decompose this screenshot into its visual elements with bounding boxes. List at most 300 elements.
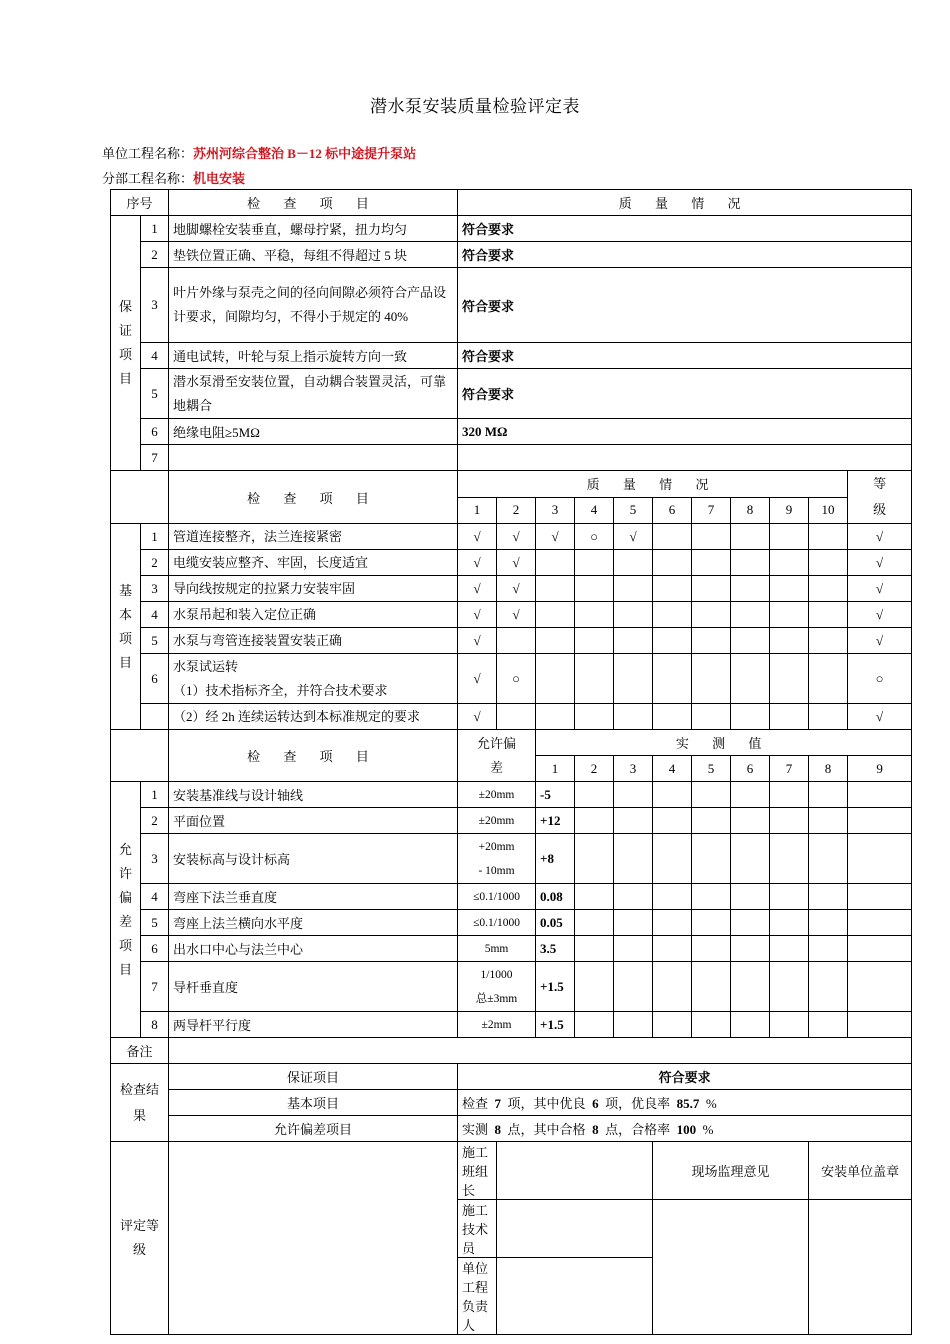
stamp-label: 安装单位盖章 [809, 1142, 912, 1200]
basic-mark [575, 602, 614, 628]
measured-value-empty [770, 936, 809, 962]
manager-sign [497, 1258, 653, 1335]
allow-tolerance [458, 834, 536, 884]
allow-item: 平面位置 [169, 808, 458, 834]
measured-value: -5 [536, 782, 575, 808]
tolerance-value-2: - 10mm [478, 864, 515, 877]
measured-value-empty [848, 936, 912, 962]
measured-value-empty [614, 808, 653, 834]
basic-mark [731, 628, 770, 654]
measured-value: +1.5 [536, 1012, 575, 1038]
measured-value-empty [848, 884, 912, 910]
basic-item [169, 550, 458, 576]
results-allow-label: 允许偏差项目 [169, 1116, 458, 1142]
basic-mark [692, 704, 731, 730]
basic-text-4: % [705, 1096, 717, 1111]
measured-value-empty [575, 910, 614, 936]
basic-col-number: 10 [809, 497, 848, 524]
measured-value-empty [692, 936, 731, 962]
basic-mark [731, 550, 770, 576]
basic-text-3: 项，优良率 [605, 1096, 671, 1111]
basic-item [169, 704, 458, 730]
basic-mark [497, 704, 536, 730]
basic-mark [575, 576, 614, 602]
basic-grade: √ [848, 576, 912, 602]
guarantee-result: 符合要求 [458, 242, 912, 268]
measured-col-number: 4 [653, 756, 692, 782]
basic-no: 5 [141, 628, 169, 654]
measured-value-empty [614, 962, 653, 1012]
basic-mark [770, 524, 809, 550]
measured-value-empty [653, 808, 692, 834]
measured-value-empty [809, 834, 848, 884]
allow-item: 弯座下法兰垂直度 [169, 884, 458, 910]
measured-value-empty [692, 1012, 731, 1038]
basic-mark [770, 628, 809, 654]
measured-col-number: 1 [536, 756, 575, 782]
measured-value-empty [692, 808, 731, 834]
basic-mark [692, 524, 731, 550]
allow-item: 弯座上法兰横向水平度 [169, 910, 458, 936]
allow-count: 8 [494, 1122, 502, 1137]
measured-value-empty [653, 782, 692, 808]
basic-mark: √ [458, 550, 497, 576]
basic-mark [575, 550, 614, 576]
basic-col-number: 2 [497, 497, 536, 524]
basic-mark [497, 628, 536, 654]
unit-project-value: 苏州河综合整治 B－12 标中途提升泵站 [193, 146, 417, 161]
guarantee-result [458, 445, 912, 471]
sub-project-label: 分部工程名称： [102, 171, 194, 186]
results-basic-value [458, 1090, 912, 1116]
measured-value-empty [575, 884, 614, 910]
measured-value-empty [848, 834, 912, 884]
sub-project-line [102, 168, 245, 187]
basic-mark [653, 628, 692, 654]
guarantee-item: 潜水泵滑至安装位置，自动耦合装置灵活，可靠地耦合 [169, 369, 458, 419]
measured-value: 3.5 [536, 936, 575, 962]
basic-item-text: （2）经 2h 连续运转达到本标准规定的要求 [173, 708, 421, 724]
measured-value-empty [770, 910, 809, 936]
measured-value: +12 [536, 808, 575, 834]
allow-item: 安装标高与设计标高 [169, 834, 458, 884]
measured-value-empty [692, 910, 731, 936]
measured-col-number: 2 [575, 756, 614, 782]
guarantee-label: 保证项目 [118, 299, 132, 386]
basic-mark [614, 550, 653, 576]
basic-count: 7 [494, 1096, 502, 1111]
allow-item: 导杆垂直度 [169, 962, 458, 1012]
measured-value-empty [575, 962, 614, 1012]
measured-value-empty [770, 782, 809, 808]
basic-col-number: 5 [614, 497, 653, 524]
allow-no: 5 [141, 910, 169, 936]
basic-grade: √ [848, 602, 912, 628]
allow-text-2: 点，其中合格 [507, 1122, 586, 1137]
measured-value-empty [614, 834, 653, 884]
basic-mark: √ [497, 524, 536, 550]
remarks-value [169, 1038, 912, 1064]
measured-value-empty [653, 834, 692, 884]
basic-col-number: 8 [731, 497, 770, 524]
measured-value-empty [770, 834, 809, 884]
stamp-area [809, 1200, 912, 1335]
allow-body [111, 782, 912, 1038]
measured-value-empty [614, 884, 653, 910]
measured-value-empty [614, 910, 653, 936]
basic-grade: √ [848, 524, 912, 550]
team-leader-label: 施工班组长 [458, 1142, 497, 1200]
measured-value-empty [809, 884, 848, 910]
allow-no: 4 [141, 884, 169, 910]
tolerance-value: ≤0.1/1000 [473, 916, 520, 929]
measured-value-empty [731, 808, 770, 834]
guarantee-item [169, 445, 458, 471]
basic-mark [731, 704, 770, 730]
basic-mark [575, 704, 614, 730]
basic-mark [731, 602, 770, 628]
basic-mark [809, 576, 848, 602]
allow-pass-rate: 100 [676, 1122, 697, 1137]
basic-mark [614, 576, 653, 602]
guarantee-result: 符合要求 [458, 343, 912, 369]
measured-value-empty [614, 1012, 653, 1038]
measured-value-empty [731, 1012, 770, 1038]
measured-value-empty [809, 782, 848, 808]
tolerance-value: ±2mm [481, 1018, 512, 1031]
basic-mark [536, 576, 575, 602]
measured-value-empty [809, 936, 848, 962]
allow-text-3: 点，合格率 [605, 1122, 671, 1137]
measured-value-empty [809, 910, 848, 936]
basic-header-blank [111, 471, 169, 524]
measured-col-number: 8 [809, 756, 848, 782]
results-guarantee-value: 符合要求 [458, 1064, 912, 1090]
tech-label: 施工技术员 [458, 1200, 497, 1258]
basic-mark [692, 654, 731, 704]
measured-col-number: 3 [614, 756, 653, 782]
basic-item-text: 电缆安装应整齐、牢固，长度适宜 [173, 554, 369, 570]
measured-value-empty [809, 962, 848, 1012]
measured-value-empty [809, 808, 848, 834]
measured-col-number: 5 [692, 756, 731, 782]
measured-header: 实 测 值 [536, 730, 912, 756]
guarantee-item: 叶片外缘与泵壳之间的径向间隙必须符合产品设计要求，间隙均匀，不得小于规定的 40% [169, 268, 458, 343]
tolerance-value: ≤0.1/1000 [473, 890, 520, 903]
seq-header: 序号 [111, 190, 169, 216]
measured-value-empty [614, 782, 653, 808]
guarantee-no: 7 [141, 445, 169, 471]
basic-mark [809, 550, 848, 576]
supervisor-label: 现场监理意见 [653, 1142, 809, 1200]
allow-item: 两导杆平行度 [169, 1012, 458, 1038]
basic-mark [692, 550, 731, 576]
basic-mark [770, 654, 809, 704]
basic-mark [575, 654, 614, 704]
results-label: 检查结果 [111, 1064, 169, 1142]
results-allow-value [458, 1116, 912, 1142]
allow-tolerance [458, 782, 536, 808]
basic-body [111, 524, 912, 730]
basic-mark [809, 602, 848, 628]
allow-tolerance [458, 808, 536, 834]
tolerance-value: ±20mm [478, 814, 515, 827]
basic-col-number: 6 [653, 497, 692, 524]
basic-col-number: 7 [692, 497, 731, 524]
basic-col-number: 1 [458, 497, 497, 524]
measured-value-empty [653, 1012, 692, 1038]
unit-project-label: 单位工程名称： [102, 146, 194, 161]
measured-value-empty [770, 1012, 809, 1038]
basic-mark [653, 524, 692, 550]
basic-col-number: 9 [770, 497, 809, 524]
rating-label: 评定等级 [111, 1142, 169, 1335]
basic-no: 6 [141, 654, 169, 704]
allow-header-blank [111, 730, 169, 782]
basic-mark [731, 654, 770, 704]
basic-item-subtext: （1）技术指标齐全，并符合技术要求 [173, 682, 388, 698]
tolerance-value: ±20mm [478, 788, 515, 801]
basic-mark: √ [458, 654, 497, 704]
basic-label: 基本项目 [118, 582, 132, 670]
basic-mark [614, 704, 653, 730]
basic-mark [770, 550, 809, 576]
basic-col-number: 4 [575, 497, 614, 524]
allow-item: 出水口中心与法兰中心 [169, 936, 458, 962]
tolerance-header: 允许偏差 [458, 730, 536, 782]
basic-mark [770, 602, 809, 628]
guarantee-no: 3 [141, 268, 169, 343]
basic-mark: √ [614, 524, 653, 550]
guarantee-section-label [111, 216, 141, 471]
guarantee-no: 6 [141, 419, 169, 445]
guarantee-no: 2 [141, 242, 169, 268]
basic-section-label [111, 524, 141, 730]
basic-mark: √ [536, 524, 575, 550]
basic-no [141, 704, 169, 730]
guarantee-item: 绝缘电阻≥5MΩ [169, 419, 458, 445]
basic-item-text: 导向线按规定的拉紧力安装牢固 [173, 580, 356, 596]
results-basic-label: 基本项目 [169, 1090, 458, 1116]
measured-value-empty [809, 1012, 848, 1038]
basic-mark [653, 602, 692, 628]
allow-no: 1 [141, 782, 169, 808]
basic-mark [653, 576, 692, 602]
measured-value-empty [848, 808, 912, 834]
check-item-header: 检 查 项 目 [169, 190, 458, 216]
supervisor-opinion [653, 1200, 809, 1335]
measured-value-empty [653, 884, 692, 910]
results-guarantee-label: 保证项目 [169, 1064, 458, 1090]
allow-tolerance [458, 962, 536, 1012]
measured-value-empty [692, 782, 731, 808]
allow-no: 7 [141, 962, 169, 1012]
allow-text-4: % [702, 1122, 714, 1137]
basic-mark [692, 576, 731, 602]
measured-col-number: 7 [770, 756, 809, 782]
basic-mark [614, 654, 653, 704]
measured-value-empty [575, 1012, 614, 1038]
allow-tolerance [458, 884, 536, 910]
measured-value-empty [575, 834, 614, 884]
basic-mark [692, 602, 731, 628]
basic-item-text: 水泵试运转 [173, 658, 239, 674]
basic-mark [536, 602, 575, 628]
basic-col-number: 3 [536, 497, 575, 524]
guarantee-result: 符合要求 [458, 268, 912, 343]
basic-mark: √ [458, 628, 497, 654]
measured-value-empty [692, 884, 731, 910]
tolerance-value: 5mm [484, 942, 509, 955]
measured-value-empty [731, 936, 770, 962]
basic-mark [575, 628, 614, 654]
basic-no: 3 [141, 576, 169, 602]
measured-value-empty [692, 962, 731, 1012]
basic-mark: ○ [575, 524, 614, 550]
basic-grade: √ [848, 628, 912, 654]
guarantee-item: 通电试转，叶轮与泵上指示旋转方向一致 [169, 343, 458, 369]
measured-value: +8 [536, 834, 575, 884]
basic-mark [809, 654, 848, 704]
basic-mark [809, 524, 848, 550]
basic-mark [536, 628, 575, 654]
remarks-label: 备注 [111, 1038, 169, 1064]
basic-text-2: 项，其中优良 [507, 1096, 586, 1111]
basic-mark [653, 550, 692, 576]
allow-tolerance [458, 1012, 536, 1038]
basic-mark [536, 704, 575, 730]
basic-mark [536, 654, 575, 704]
basic-item-text: 管道连接整齐，法兰连接紧密 [173, 528, 343, 544]
tolerance-value: +20mm [478, 840, 515, 853]
measured-value-empty [848, 910, 912, 936]
measured-value-empty [848, 1012, 912, 1038]
measured-value-empty [692, 834, 731, 884]
measured-value-empty [770, 884, 809, 910]
basic-no: 2 [141, 550, 169, 576]
measured-value-empty [575, 808, 614, 834]
basic-mark: √ [497, 576, 536, 602]
measured-value-empty [848, 962, 912, 1012]
allow-no: 6 [141, 936, 169, 962]
tolerance-value-2: 总±3mm [475, 992, 518, 1005]
basic-excellent-count: 6 [592, 1096, 599, 1111]
basic-grade: √ [848, 704, 912, 730]
measured-col-number: 6 [731, 756, 770, 782]
guarantee-item: 地脚螺栓安装垂直，螺母拧紧，扭力均匀 [169, 216, 458, 242]
allow-pass-count: 8 [592, 1122, 599, 1137]
basic-no: 1 [141, 524, 169, 550]
basic-mark: √ [458, 704, 497, 730]
measured-value-empty [731, 834, 770, 884]
basic-item [169, 602, 458, 628]
basic-mark [614, 628, 653, 654]
allow-section-label [111, 782, 141, 1038]
measured-value: +1.5 [536, 962, 575, 1012]
measured-value-empty [575, 936, 614, 962]
sub-project-value: 机电安装 [193, 171, 246, 186]
guarantee-no: 1 [141, 216, 169, 242]
grade-header [848, 471, 912, 524]
basic-mark [770, 576, 809, 602]
allow-no: 2 [141, 808, 169, 834]
basic-mark [536, 550, 575, 576]
basic-mark [731, 524, 770, 550]
rating-value [169, 1142, 458, 1335]
measured-value-empty [653, 910, 692, 936]
measured-value-empty [653, 936, 692, 962]
basic-excellent-rate: 85.7 [676, 1096, 700, 1111]
allow-check-item-header: 检 查 项 目 [169, 730, 458, 782]
measured-value: 0.05 [536, 910, 575, 936]
allow-tolerance [458, 936, 536, 962]
basic-mark [731, 576, 770, 602]
measured-value-empty [770, 962, 809, 1012]
guarantee-result: 符合要求 [458, 216, 912, 242]
allow-tolerance [458, 910, 536, 936]
basic-mark [809, 628, 848, 654]
measured-value-empty [731, 884, 770, 910]
basic-item-text: 水泵吊起和装入定位正确 [173, 606, 317, 622]
basic-mark: ○ [497, 654, 536, 704]
guarantee-no: 5 [141, 369, 169, 419]
quality-header: 质 量 情 况 [458, 190, 912, 216]
measured-value-empty [848, 782, 912, 808]
basic-grade: √ [848, 550, 912, 576]
measured-value-empty [575, 782, 614, 808]
measured-col-number: 9 [848, 756, 912, 782]
measured-value-empty [731, 962, 770, 1012]
basic-item [169, 576, 458, 602]
basic-mark: √ [458, 602, 497, 628]
team-leader-sign [497, 1142, 653, 1200]
basic-grade: ○ [848, 654, 912, 704]
basic-mark [653, 654, 692, 704]
measured-value-empty [653, 962, 692, 1012]
basic-quality-header: 质 量 情 况 [458, 471, 848, 498]
basic-mark [770, 704, 809, 730]
measured-value-empty [614, 936, 653, 962]
basic-mark: √ [497, 602, 536, 628]
basic-item [169, 628, 458, 654]
basic-item-text: 水泵与弯管连接装置安装正确 [173, 632, 343, 648]
tolerance-value: 1/1000 [480, 968, 513, 981]
unit-project-line [102, 143, 416, 162]
page-title: 潜水泵安装质量检验评定表 [370, 97, 580, 116]
tech-sign [497, 1200, 653, 1258]
measured-value-empty [731, 910, 770, 936]
basic-item [169, 524, 458, 550]
inspection-table [110, 189, 912, 1335]
basic-mark [692, 628, 731, 654]
measured-value-empty [770, 808, 809, 834]
allow-no: 8 [141, 1012, 169, 1038]
basic-check-item-header: 检 查 项 目 [169, 471, 458, 524]
allow-item: 安装基准线与设计轴线 [169, 782, 458, 808]
allow-label: 允许偏差项目 [118, 841, 132, 977]
manager-label: 单位工程负责人 [458, 1258, 497, 1335]
allow-text-1: 实测 [462, 1122, 489, 1137]
grade-label: 等级 [873, 476, 887, 517]
measured-value-empty [731, 782, 770, 808]
basic-mark [809, 704, 848, 730]
basic-mark: √ [458, 524, 497, 550]
measured-value: 0.08 [536, 884, 575, 910]
guarantee-item: 垫铁位置正确、平稳，每组不得超过 5 块 [169, 242, 458, 268]
basic-mark [653, 704, 692, 730]
guarantee-result: 320 MΩ [458, 419, 912, 445]
basic-mark: √ [497, 550, 536, 576]
